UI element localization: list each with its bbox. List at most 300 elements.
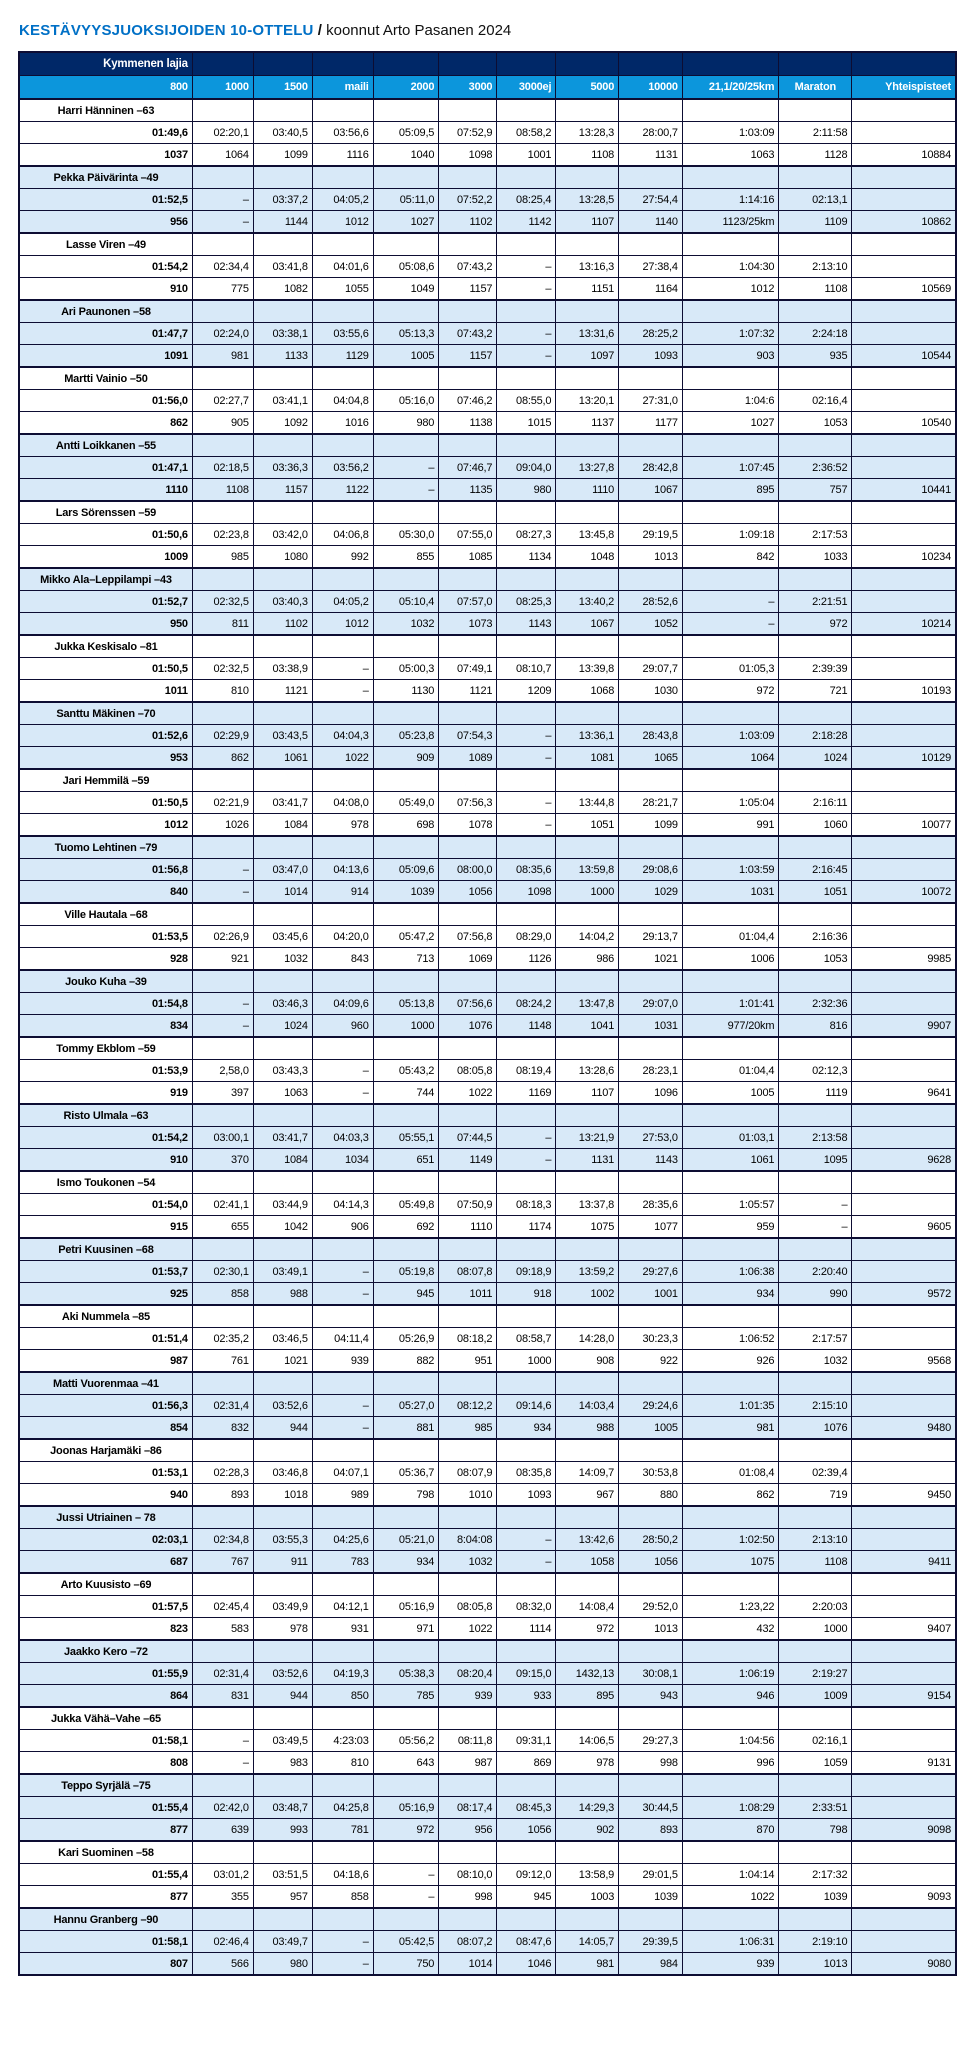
athlete-times-row: [19, 1663, 956, 1685]
time-cell: 02:20,1: [192, 122, 253, 144]
athlete-times-row: [19, 122, 956, 144]
empty-cell: [556, 635, 619, 658]
empty-cell: [439, 1439, 497, 1462]
empty-cell: [779, 1573, 852, 1596]
athlete-name-row: [19, 1640, 956, 1663]
time-cell: 14:09,7: [556, 1462, 619, 1484]
time-cell: 04:06,8: [312, 524, 373, 546]
points-cell: 1029: [619, 881, 683, 904]
time-cell: 01:50,5: [19, 792, 192, 814]
points-cell: 1129: [312, 345, 373, 368]
points-cell: 943: [619, 1685, 683, 1708]
points-cell: 985: [439, 1417, 497, 1440]
points-cell: 1209: [497, 680, 556, 703]
column-header-800: 800: [19, 76, 192, 100]
athlete-name: Jaakko Kero –72: [19, 1640, 192, 1663]
points-cell: 988: [556, 1417, 619, 1440]
points-cell: 1085: [439, 546, 497, 569]
empty-cell: [682, 1372, 779, 1395]
points-cell: 996: [682, 1752, 779, 1775]
points-cell: 1075: [556, 1216, 619, 1239]
time-cell: 03:42,0: [253, 524, 312, 546]
total-points-cell: 10569: [852, 278, 956, 301]
athlete-name: Teppo Syrjälä –75: [19, 1774, 192, 1797]
empty-cell: [682, 836, 779, 859]
empty-cell: [497, 300, 556, 323]
points-cell: 1013: [619, 546, 683, 569]
points-cell: –: [497, 1149, 556, 1172]
time-cell: 01:54,2: [19, 256, 192, 278]
points-cell: 1053: [779, 412, 852, 435]
time-cell: 04:25,8: [312, 1797, 373, 1819]
athlete-points-row: [19, 1953, 956, 1976]
empty-cell: [373, 903, 439, 926]
time-cell: 07:57,0: [439, 591, 497, 613]
points-cell: 1021: [619, 948, 683, 971]
points-cell: 1013: [619, 1618, 683, 1641]
points-cell: –: [312, 1283, 373, 1306]
time-cell: 01:47,7: [19, 323, 192, 345]
athlete-times-row: [19, 725, 956, 747]
time-cell: 07:49,1: [439, 658, 497, 680]
time-cell: 2:18:28: [779, 725, 852, 747]
time-cell: 02:45,4: [192, 1596, 253, 1618]
points-cell: 719: [779, 1484, 852, 1507]
points-cell: 1056: [497, 1819, 556, 1842]
time-cell: 04:19,3: [312, 1663, 373, 1685]
points-cell: 903: [682, 345, 779, 368]
points-cell: 957: [253, 1886, 312, 1909]
empty-cell: [497, 1841, 556, 1864]
total-points-cell: 9131: [852, 1752, 956, 1775]
time-cell: –: [192, 993, 253, 1015]
time-cell: 02:12,3: [779, 1060, 852, 1082]
points-cell: 858: [312, 1886, 373, 1909]
time-cell: 08:07,9: [439, 1462, 497, 1484]
points-cell: 1032: [253, 948, 312, 971]
time-cell: 03:41,1: [253, 390, 312, 412]
empty-cell: [253, 367, 312, 390]
empty-cell: [439, 1908, 497, 1931]
empty-cell: [779, 836, 852, 859]
points-cell: 1039: [373, 881, 439, 904]
empty-header-cell: [373, 52, 439, 76]
empty-cell: [373, 300, 439, 323]
empty-cell: [852, 1372, 956, 1395]
time-cell: 05:38,3: [373, 1663, 439, 1685]
time-cell: –: [192, 189, 253, 211]
time-cell: 1:05:04: [682, 792, 779, 814]
time-cell: 2:21:51: [779, 591, 852, 613]
points-cell: 1064: [682, 747, 779, 770]
points-cell: 1102: [439, 211, 497, 234]
points-cell: 925: [19, 1283, 192, 1306]
points-cell: 1000: [556, 881, 619, 904]
empty-cell: [852, 635, 956, 658]
empty-cell: [253, 903, 312, 926]
time-cell: 13:47,8: [556, 993, 619, 1015]
points-cell: 1037: [19, 144, 192, 167]
athlete-name-row: [19, 233, 956, 256]
empty-cell: [192, 1774, 253, 1797]
empty-cell: [253, 769, 312, 792]
empty-cell: [852, 1127, 956, 1149]
empty-cell: [619, 1238, 683, 1261]
empty-cell: [619, 1171, 683, 1194]
empty-cell: [779, 1238, 852, 1261]
time-cell: 03:40,5: [253, 122, 312, 144]
empty-cell: [312, 1640, 373, 1663]
empty-cell: [439, 233, 497, 256]
time-cell: 03:38,9: [253, 658, 312, 680]
athlete-name: Martti Vainio –50: [19, 367, 192, 390]
points-cell: 971: [373, 1618, 439, 1641]
athlete-name-row: [19, 635, 956, 658]
empty-cell: [497, 903, 556, 926]
time-cell: 08:58,7: [497, 1328, 556, 1350]
empty-cell: [852, 1261, 956, 1283]
total-points-cell: 9572: [852, 1283, 956, 1306]
points-cell: 1039: [619, 1886, 683, 1909]
empty-cell: [852, 1238, 956, 1261]
points-cell: 692: [373, 1216, 439, 1239]
athlete-name-row: [19, 501, 956, 524]
empty-cell: [852, 1462, 956, 1484]
time-cell: 30:44,5: [619, 1797, 683, 1819]
empty-header-cell: [619, 52, 683, 76]
points-cell: 1016: [312, 412, 373, 435]
points-cell: 1014: [253, 881, 312, 904]
time-cell: 30:53,8: [619, 1462, 683, 1484]
empty-cell: [779, 970, 852, 993]
athlete-name-row: [19, 1037, 956, 1060]
time-cell: 04:14,3: [312, 1194, 373, 1216]
points-cell: 816: [779, 1015, 852, 1038]
empty-cell: [312, 702, 373, 725]
time-cell: –: [312, 1261, 373, 1283]
empty-cell: [312, 1439, 373, 1462]
empty-cell: [497, 1372, 556, 1395]
points-cell: 862: [192, 747, 253, 770]
empty-cell: [373, 970, 439, 993]
time-cell: 01:53,1: [19, 1462, 192, 1484]
empty-cell: [373, 1841, 439, 1864]
time-cell: 01:53,9: [19, 1060, 192, 1082]
time-cell: 08:11,8: [439, 1730, 497, 1752]
time-cell: 09:31,1: [497, 1730, 556, 1752]
time-cell: 01:03,1: [682, 1127, 779, 1149]
time-cell: 01:04,4: [682, 926, 779, 948]
points-cell: 1133: [253, 345, 312, 368]
time-cell: 28:21,7: [619, 792, 683, 814]
athlete-points-row: [19, 613, 956, 636]
empty-cell: [439, 903, 497, 926]
points-cell: –: [192, 1015, 253, 1038]
time-cell: 13:28,5: [556, 189, 619, 211]
time-cell: 8:04:08: [439, 1529, 497, 1551]
time-cell: 14:08,4: [556, 1596, 619, 1618]
points-cell: 834: [19, 1015, 192, 1038]
points-cell: 858: [192, 1283, 253, 1306]
empty-cell: [852, 568, 956, 591]
empty-cell: [852, 457, 956, 479]
column-header-row: [19, 76, 956, 100]
empty-cell: [852, 1864, 956, 1886]
time-cell: 07:43,2: [439, 256, 497, 278]
time-cell: 02:34,8: [192, 1529, 253, 1551]
points-cell: 1005: [373, 345, 439, 368]
empty-cell: [619, 903, 683, 926]
empty-cell: [373, 1573, 439, 1596]
time-cell: 01:52,7: [19, 591, 192, 613]
time-cell: 1:06:19: [682, 1663, 779, 1685]
empty-cell: [682, 166, 779, 189]
points-cell: 1012: [312, 613, 373, 636]
athlete-times-row: [19, 1462, 956, 1484]
points-cell: 977/20km: [682, 1015, 779, 1038]
empty-cell: [497, 702, 556, 725]
points-cell: 1082: [253, 278, 312, 301]
empty-cell: [192, 836, 253, 859]
empty-cell: [497, 1707, 556, 1730]
empty-cell: [253, 1640, 312, 1663]
empty-cell: [373, 367, 439, 390]
points-cell: 1052: [619, 613, 683, 636]
empty-cell: [852, 1908, 956, 1931]
points-cell: 1157: [439, 345, 497, 368]
points-cell: 934: [497, 1417, 556, 1440]
athlete-name: Jari Hemmilä –59: [19, 769, 192, 792]
empty-cell: [852, 1060, 956, 1082]
athlete-times-row: [19, 1328, 956, 1350]
points-cell: 1030: [619, 680, 683, 703]
empty-cell: [312, 1774, 373, 1797]
total-points-cell: 9568: [852, 1350, 956, 1373]
time-cell: 30:23,3: [619, 1328, 683, 1350]
empty-cell: [312, 367, 373, 390]
time-cell: 04:05,2: [312, 189, 373, 211]
points-cell: 744: [373, 1082, 439, 1105]
time-cell: 08:00,0: [439, 859, 497, 881]
time-cell: 05:16,0: [373, 390, 439, 412]
athlete-times-row: [19, 1395, 956, 1417]
athlete-times-row: [19, 1864, 956, 1886]
athlete-times-row: [19, 1730, 956, 1752]
empty-cell: [779, 300, 852, 323]
empty-cell: [556, 233, 619, 256]
time-cell: –: [497, 725, 556, 747]
empty-cell: [556, 1707, 619, 1730]
time-cell: 03:52,6: [253, 1395, 312, 1417]
empty-cell: [497, 1506, 556, 1529]
points-cell: 1013: [779, 1953, 852, 1976]
empty-cell: [682, 769, 779, 792]
points-cell: 1011: [439, 1283, 497, 1306]
points-cell: 986: [556, 948, 619, 971]
points-cell: 972: [556, 1618, 619, 1641]
empty-cell: [779, 166, 852, 189]
athlete-points-row: [19, 1819, 956, 1842]
points-cell: 1009: [19, 546, 192, 569]
time-cell: 01:55,4: [19, 1797, 192, 1819]
empty-cell: [192, 903, 253, 926]
time-cell: 07:46,2: [439, 390, 497, 412]
empty-cell: [852, 970, 956, 993]
empty-cell: [852, 1640, 956, 1663]
points-cell: 1027: [373, 211, 439, 234]
total-points-cell: 10540: [852, 412, 956, 435]
time-cell: 08:10,0: [439, 1864, 497, 1886]
empty-cell: [439, 1640, 497, 1663]
empty-cell: [312, 635, 373, 658]
empty-cell: [779, 1841, 852, 1864]
athlete-name-row: [19, 1104, 956, 1127]
time-cell: 08:25,4: [497, 189, 556, 211]
points-cell: 914: [312, 881, 373, 904]
empty-cell: [312, 1037, 373, 1060]
points-cell: 355: [192, 1886, 253, 1909]
empty-cell: [192, 1171, 253, 1194]
athlete-times-row: [19, 524, 956, 546]
points-cell: 991: [682, 814, 779, 837]
time-cell: 2:13:10: [779, 256, 852, 278]
empty-cell: [682, 367, 779, 390]
empty-cell: [619, 1037, 683, 1060]
time-cell: 03:41,7: [253, 792, 312, 814]
points-cell: 981: [192, 345, 253, 368]
empty-cell: [619, 568, 683, 591]
points-cell: 983: [253, 1752, 312, 1775]
empty-header-cell: [497, 52, 556, 76]
points-cell: 840: [19, 881, 192, 904]
empty-cell: [682, 233, 779, 256]
points-cell: 1157: [253, 479, 312, 502]
points-cell: 1093: [619, 345, 683, 368]
time-cell: 27:53,0: [619, 1127, 683, 1149]
points-cell: 843: [312, 948, 373, 971]
empty-cell: [682, 1171, 779, 1194]
athlete-name: Jukka Vähä–Vahe –65: [19, 1707, 192, 1730]
points-cell: 1067: [556, 613, 619, 636]
time-cell: 02:34,4: [192, 256, 253, 278]
time-cell: –: [779, 1194, 852, 1216]
empty-cell: [439, 1841, 497, 1864]
time-cell: 2:36:52: [779, 457, 852, 479]
time-cell: 07:56,8: [439, 926, 497, 948]
time-cell: –: [192, 859, 253, 881]
points-cell: 1056: [619, 1551, 683, 1574]
time-cell: 05:30,0: [373, 524, 439, 546]
empty-cell: [779, 367, 852, 390]
time-cell: 1:23,22: [682, 1596, 779, 1618]
time-cell: 13:59,2: [556, 1261, 619, 1283]
empty-cell: [253, 1104, 312, 1127]
column-header-3000: 3000: [439, 76, 497, 100]
athlete-times-row: [19, 792, 956, 814]
empty-cell: [497, 1104, 556, 1127]
empty-cell: [373, 1372, 439, 1395]
time-cell: 01:50,6: [19, 524, 192, 546]
points-cell: 1061: [682, 1149, 779, 1172]
empty-cell: [373, 99, 439, 122]
time-cell: 2:17:32: [779, 1864, 852, 1886]
column-header-3000ej: 3000ej: [497, 76, 556, 100]
points-cell: 1142: [497, 211, 556, 234]
time-cell: –: [312, 1931, 373, 1953]
athlete-name: Hannu Granberg –90: [19, 1908, 192, 1931]
points-cell: 877: [19, 1819, 192, 1842]
total-points-cell: 9154: [852, 1685, 956, 1708]
points-cell: 1032: [439, 1551, 497, 1574]
empty-cell: [556, 1908, 619, 1931]
empty-cell: [312, 300, 373, 323]
time-cell: 02:16,1: [779, 1730, 852, 1752]
empty-cell: [619, 1774, 683, 1797]
time-cell: 13:21,9: [556, 1127, 619, 1149]
empty-cell: [373, 1908, 439, 1931]
points-cell: 987: [439, 1752, 497, 1775]
points-cell: 1060: [779, 814, 852, 837]
points-cell: 1108: [779, 1551, 852, 1574]
points-cell: 1089: [439, 747, 497, 770]
points-cell: 808: [19, 1752, 192, 1775]
empty-cell: [253, 1908, 312, 1931]
points-cell: 823: [19, 1618, 192, 1641]
points-cell: 906: [312, 1216, 373, 1239]
time-cell: 28:23,1: [619, 1060, 683, 1082]
athlete-times-row: [19, 1194, 956, 1216]
time-cell: 02:24,0: [192, 323, 253, 345]
athlete-name: Jukka Keskisalo –81: [19, 635, 192, 658]
time-cell: 13:36,1: [556, 725, 619, 747]
empty-cell: [682, 1439, 779, 1462]
time-cell: 07:50,9: [439, 1194, 497, 1216]
athlete-points-row: [19, 747, 956, 770]
points-cell: 893: [192, 1484, 253, 1507]
time-cell: 01:50,5: [19, 658, 192, 680]
empty-cell: [852, 1395, 956, 1417]
points-cell: 910: [19, 1149, 192, 1172]
time-cell: 05:49,0: [373, 792, 439, 814]
time-cell: 14:04,2: [556, 926, 619, 948]
time-cell: 13:28,6: [556, 1060, 619, 1082]
athlete-times-row: [19, 993, 956, 1015]
time-cell: 1:01:41: [682, 993, 779, 1015]
athlete-name-row: [19, 1573, 956, 1596]
column-header-5000: 5000: [556, 76, 619, 100]
athlete-name-row: [19, 99, 956, 122]
time-cell: 01:47,1: [19, 457, 192, 479]
empty-cell: [682, 970, 779, 993]
empty-cell: [852, 233, 956, 256]
empty-cell: [312, 1841, 373, 1864]
points-cell: 1056: [439, 881, 497, 904]
time-cell: 03:49,7: [253, 1931, 312, 1953]
points-cell: 1108: [192, 479, 253, 502]
points-cell: 910: [19, 278, 192, 301]
empty-cell: [192, 635, 253, 658]
empty-cell: [192, 99, 253, 122]
athlete-times-row: [19, 926, 956, 948]
points-cell: 750: [373, 1953, 439, 1976]
points-cell: 583: [192, 1618, 253, 1641]
athlete-name-row: [19, 1506, 956, 1529]
points-cell: 1084: [253, 1149, 312, 1172]
empty-header-cell: [439, 52, 497, 76]
empty-cell: [556, 1506, 619, 1529]
empty-cell: [312, 99, 373, 122]
empty-cell: [779, 568, 852, 591]
